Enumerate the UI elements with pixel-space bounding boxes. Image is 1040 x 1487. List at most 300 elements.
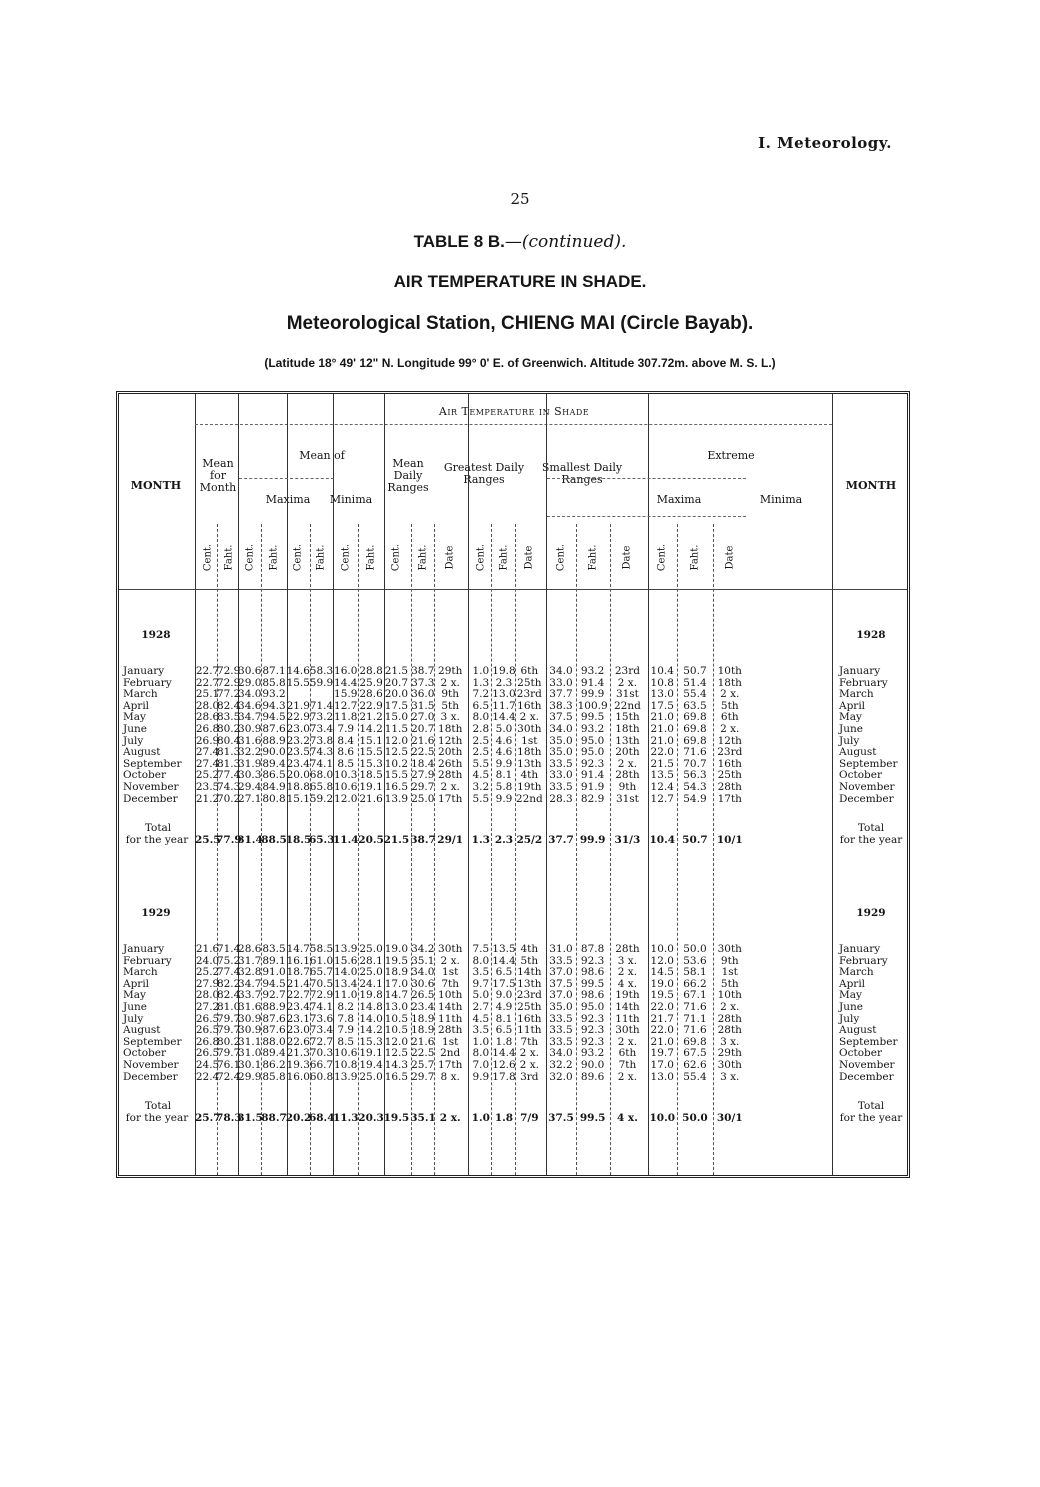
data-cell: 6.5 [495,1024,513,1037]
year-label-left: 1929 [141,907,171,919]
unit-header-faht: Faht. [587,544,599,571]
data-cell: 15.9 [334,688,358,701]
data-cell: 31.9 [238,757,262,770]
data-cell: 75.2 [216,954,241,967]
data-cell: 13.9 [334,1070,358,1083]
data-cell: 14.0 [334,966,358,979]
data-cell: 21.3 [286,1047,310,1060]
data-cell: 34.7 [238,711,262,724]
data-cell: 30.9 [238,1012,262,1025]
data-cell: 22nd [515,792,543,805]
data-cell: 23.4 [286,757,310,770]
minima-header: Minima [329,493,373,506]
data-cell: 13.0 [650,688,674,701]
data-cell: 62.6 [683,1059,707,1071]
data-cell: 31st [615,792,639,805]
data-cell: 23.1 [286,1012,310,1025]
data-cell: 7.2 [472,688,490,701]
data-cell: 86.2 [262,1059,286,1071]
mean-for-month-header: Mean for Month [199,457,237,494]
data-cell: 9.9 [495,792,513,805]
total-cell: 29/1 [437,834,464,847]
month-label-right: September [839,757,898,770]
total-cell: 50.7 [682,834,708,847]
data-cell: 4.6 [495,734,513,747]
data-cell: 27.9 [411,769,435,782]
data-cell: 12.0 [650,954,674,967]
data-cell: 13.9 [334,943,358,955]
data-cell: 14.8 [359,1001,383,1013]
data-cell: 22.7 [195,665,220,677]
data-cell: 33.0 [549,769,573,782]
total-cell: 10.4 [649,834,676,847]
data-cell: 2 x. [617,757,638,770]
data-cell: 17.0 [650,1059,674,1071]
data-cell: 23.0 [286,723,310,735]
data-cell: 27.0 [411,711,435,724]
data-cell: 14.3 [384,1059,409,1071]
data-cell: 33.5 [549,781,573,793]
month-header-left: MONTH [130,479,182,492]
data-cell: 4.5 [472,1012,490,1025]
data-cell: 8.5 [337,1035,355,1048]
month-label-right: June [839,1001,863,1013]
data-cell: 81.3 [216,757,241,770]
data-cell: 11th [438,1012,463,1025]
data-cell: 4th [520,769,539,782]
data-cell: 31.6 [238,734,262,747]
data-cell: 31.5 [411,699,435,712]
data-cell: 31.6 [238,1001,262,1013]
data-cell: 3 x. [617,954,638,967]
month-label-right: January [839,943,881,955]
data-cell: 93.2 [580,1047,605,1060]
data-cell: 87.1 [262,665,286,677]
data-cell: 30th [517,723,542,735]
month-label-left: November [123,781,179,793]
data-cell: 74.1 [309,1001,334,1013]
data-cell: 32.2 [549,1059,573,1071]
year-label-left: 1928 [141,629,171,641]
data-cell: 8.0 [472,711,490,724]
data-cell: 58.5 [309,943,334,955]
data-cell: 9th [441,688,460,701]
data-cell: 27.4 [195,757,220,770]
data-cell: 22.4 [195,1070,220,1083]
total-cell: 25.5 [195,834,221,847]
data-cell: 82.2 [216,977,241,990]
data-cell: 92.3 [580,757,605,770]
data-cell: 23.0 [286,1024,310,1037]
unit-header-cent: Cent. [244,543,256,572]
data-cell: 72.9 [216,676,241,689]
data-cell: 58.3 [309,665,334,677]
data-cell: 79.7 [216,1047,241,1060]
data-cell: 23.4 [411,1001,435,1013]
data-cell: 37.7 [549,688,573,701]
data-cell: 10.2 [384,757,409,770]
unit-header-date: Date [724,545,736,570]
data-cell: 19.3 [286,1059,310,1071]
data-cell: 4.9 [495,1001,513,1013]
smallest-daily-ranges-header: Smallest Daily Ranges [541,461,623,486]
data-cell: 69.8 [683,711,707,724]
data-cell: 34.0 [549,723,573,735]
station-heading: Meteorological Station, CHIENG MAI (Circle Bayab). [286,313,754,334]
total-cell: 19.5 [383,1112,410,1125]
data-cell: 91.4 [580,676,605,689]
month-label-right: December [839,1070,894,1083]
data-cell: 33.0 [549,676,573,689]
data-cell: 73.4 [309,1024,334,1037]
data-cell: 68.0 [309,769,334,782]
data-cell: 10.6 [334,781,358,793]
data-cell: 18th [615,723,640,735]
data-cell: 21.4 [286,977,310,990]
data-cell: 16.5 [384,1070,409,1083]
month-label-left: December [123,792,178,805]
total-cell: 25/2 [516,834,543,847]
data-cell: 21.6 [411,1035,435,1048]
data-cell: 2.3 [495,676,513,689]
data-cell: 35.1 [411,954,435,967]
data-cell: 22.7 [195,676,220,689]
data-cell: 10.6 [334,1047,358,1060]
data-cell: 17th [717,792,742,805]
data-cell: 21.0 [650,734,674,747]
total-cell: 35.1 [410,1112,436,1125]
month-label-left: July [123,734,144,747]
month-label-left: January [123,665,165,677]
total-cell: 31/3 [614,834,641,847]
data-cell: 3.2 [472,781,490,793]
data-cell: 19.1 [359,781,383,793]
total-cell: 50.0 [682,1112,708,1125]
data-cell: 17.5 [384,699,409,712]
month-label-left: February [123,954,172,967]
data-cell: 2 x. [440,676,460,689]
data-cell: 2nd [440,1047,461,1060]
data-cell: 14.2 [359,723,383,735]
total-cell: 21.5 [383,834,410,847]
data-cell: 12th [717,734,742,747]
header-sub-rule [547,478,745,479]
data-cell: 2 x. [617,1035,638,1048]
data-cell: 76.1 [216,1059,241,1071]
data-cell: 5th [520,954,539,967]
data-cell: 11.8 [334,711,358,724]
data-cell: 37.5 [549,977,573,990]
data-cell: 17.5 [650,699,674,712]
data-cell: 85.8 [262,1070,286,1083]
data-cell: 2 x. [720,1001,740,1013]
month-label-right: April [839,977,866,990]
data-cell: 8.0 [472,1047,490,1060]
data-cell: 12.7 [650,792,674,805]
data-cell: 16th [717,757,742,770]
section-label: I. Meteorology. [758,134,892,152]
data-cell: 82.9 [580,792,605,805]
total-cell: 77.9 [216,834,242,847]
month-label-left: January [123,943,165,955]
data-cell: 22.7 [286,989,310,1002]
data-cell: 3 x. [720,1035,740,1048]
data-cell: 74.3 [309,746,334,759]
data-cell: 19.0 [384,943,409,955]
data-cell: 8.6 [337,746,355,759]
total-cell: 1.8 [494,1112,514,1125]
data-cell: 17.5 [492,977,516,990]
data-cell: 2 x. [440,954,460,967]
data-cell: 80.2 [216,723,241,735]
total-cell: 38.7 [410,834,436,847]
data-cell: 33.5 [549,954,573,967]
data-cell: 2 x. [617,966,638,979]
unit-header-cent: Cent. [340,543,352,572]
data-cell: 29.4 [238,781,262,793]
data-cell: 28.8 [359,665,383,677]
data-cell: 21.5 [384,665,409,677]
data-cell: 19.8 [492,665,516,677]
table-title [0,232,1040,252]
data-cell: 56.3 [683,769,707,782]
data-cell: 95.0 [580,746,605,759]
month-label-right: December [839,792,894,805]
total-cell: 78.3 [216,1112,242,1125]
data-cell: 28th [717,1024,742,1037]
data-cell: 12.0 [334,792,358,805]
table-title-main: TABLE 8 B. [413,232,505,251]
data-cell: 93.2 [580,665,605,677]
data-cell: 21.7 [650,1012,674,1025]
data-cell: 34.6 [238,699,262,712]
total-cell: 18.5 [285,834,312,847]
data-cell: 28th [717,1012,742,1025]
total-cell: 2.3 [494,834,514,847]
data-cell: 22.0 [650,1001,674,1013]
data-cell: 77.4 [216,966,241,979]
data-cell: 30.9 [238,723,262,735]
data-cell: 71.4 [216,943,241,955]
data-cell: 7th [520,1035,539,1048]
unit-header-cent: Cent. [555,543,567,572]
data-cell: 24.5 [195,1059,220,1071]
data-cell: 100.9 [577,699,608,712]
month-label-right: May [839,711,862,724]
maxima-header: Maxima [265,493,311,506]
data-cell: 28th [615,943,640,955]
data-cell: 4.6 [495,746,513,759]
data-cell: 65.8 [309,781,334,793]
month-label-right: January [839,665,881,677]
extreme-maxima-header: Maxima [656,493,702,506]
data-cell: 27.4 [195,746,220,759]
total-label-left-2: for the year [125,1112,189,1125]
data-cell: 19th [517,781,542,793]
data-cell: 91.9 [580,781,605,793]
data-cell: 73.4 [309,723,334,735]
extreme-header: Extreme [707,449,755,462]
data-cell: 88.9 [262,1001,286,1013]
data-cell: 22.5 [411,1047,435,1060]
data-cell: 7.0 [472,1059,490,1071]
data-cell: 71.1 [683,1012,707,1025]
total-label-left-2: for the year [125,834,189,847]
data-cell: 14.4 [492,711,516,724]
data-cell: 23rd [717,746,743,759]
data-cell: 86.5 [262,769,286,782]
data-cell: 14.4 [334,676,358,689]
data-cell: 5th [720,977,739,990]
month-label-right: March [839,688,874,701]
unit-header-cent: Cent. [475,543,487,572]
data-cell: 15.3 [359,1035,383,1048]
unit-header-cent: Cent. [202,543,214,572]
total-cell: 37.5 [548,1112,574,1125]
data-cell: 8 x. [440,1070,460,1083]
table-subtitle: AIR TEMPERATURE IN SHADE. [393,272,647,291]
total-cell: 31.5 [237,1112,263,1125]
data-cell: 55.4 [683,1070,707,1083]
total-cell: 99.9 [579,834,606,847]
data-cell: 28th [615,769,640,782]
data-cell: 99.9 [580,688,605,701]
data-cell: 25.9 [359,676,383,689]
data-cell: 30th [615,1024,640,1037]
month-label-left: February [123,676,172,689]
month-label-right: August [839,1024,877,1037]
data-cell: 2.5 [472,734,490,747]
data-cell: 22.9 [286,711,310,724]
data-cell: 37.0 [549,989,573,1002]
data-cell: 29th [717,1047,742,1060]
data-cell: 72.9 [309,989,334,1002]
total-cell: 31.4 [237,834,263,847]
month-label-right: June [839,723,863,735]
data-cell: 12.0 [384,734,409,747]
data-cell: 14th [438,1001,463,1013]
data-cell: 71.6 [683,1024,707,1037]
data-cell: 20th [615,746,640,759]
data-cell: 2 x. [617,676,638,689]
data-cell: 82.4 [216,989,241,1002]
mean-of-header: Mean of [299,449,345,462]
data-cell: 20.7 [411,723,435,735]
data-cell: 25.0 [359,943,383,955]
unit-header-faht: Faht. [417,544,429,571]
data-cell: 73.8 [309,734,334,747]
data-cell: 2.7 [472,1001,490,1013]
month-label-left: April [123,977,150,990]
data-cell: 21.5 [650,757,674,770]
total-cell: 88.7 [261,1112,287,1125]
data-cell: 15.6 [334,954,358,967]
year-label-right: 1928 [856,629,886,641]
data-cell: 29th [438,665,463,677]
total-cell: 2 x. [439,1112,461,1125]
data-cell: 5.0 [495,723,513,735]
data-cell: 22.6 [286,1035,310,1048]
data-cell: 29.7 [411,1070,435,1083]
data-cell: 28.6 [195,711,220,724]
data-cell: 16.1 [286,954,310,967]
data-cell: 37.5 [549,711,573,724]
data-cell: 2.8 [472,723,490,735]
data-cell: 4.5 [472,769,490,782]
data-cell: 21.0 [650,1035,674,1048]
data-cell: 21.2 [195,792,220,805]
data-cell: 92.3 [580,1035,605,1048]
data-cell: 71.4 [309,699,334,712]
data-cell: 50.7 [683,665,707,677]
data-cell: 18.9 [384,966,409,979]
data-cell: 9.9 [495,757,513,770]
unit-header-cent: Cent. [292,543,304,572]
data-cell: 10th [438,989,463,1002]
data-cell: 89.6 [580,1070,605,1083]
unit-header-date: Date [523,545,535,570]
data-cell: 18th [438,723,463,735]
data-cell: 94.5 [262,711,286,724]
data-cell: 77.4 [216,769,241,782]
data-cell: 26.8 [195,723,220,735]
data-cell: 15th [615,711,640,724]
data-cell: 7.9 [337,723,355,735]
data-cell: 80.4 [216,734,241,747]
data-cell: 8.2 [337,1001,355,1013]
data-cell: 11th [517,1024,542,1037]
data-cell: 95.0 [580,734,605,747]
month-label-left: August [123,746,161,759]
data-cell: 2 x. [440,781,460,793]
data-cell: 10th [717,989,742,1002]
month-label-right: November [839,1059,895,1071]
data-cell: 29.9 [238,1070,262,1083]
data-cell: 5.8 [495,781,513,793]
data-cell: 26.5 [195,1012,220,1025]
data-cell: 66.7 [309,1059,334,1071]
data-cell: 34.0 [549,1047,573,1060]
data-cell: 92.3 [580,1012,605,1025]
data-cell: 67.5 [683,1047,707,1060]
total-label-right: Total [857,1100,885,1113]
data-cell: 99.5 [580,711,605,724]
header-sub-rule [547,516,745,517]
total-cell: 20.2 [285,1112,312,1125]
total-label-right: Total [857,822,885,835]
data-cell: 33.5 [549,1012,573,1025]
month-label-right: September [839,1035,898,1048]
data-cell: 35.0 [549,1001,573,1013]
data-cell: 13.0 [492,688,516,701]
data-cell: 2 x. [617,1070,638,1083]
data-cell: 89.1 [262,954,286,967]
data-cell: 90.0 [580,1059,605,1071]
data-cell: 11.5 [384,723,409,735]
month-label-right: March [839,966,874,979]
data-cell: 33.5 [549,1035,573,1048]
data-cell: 30.9 [238,1024,262,1037]
data-cell: 18.5 [359,769,383,782]
data-cell: 99.5 [580,977,605,990]
month-label-right: August [839,746,877,759]
border-right-inner [832,394,833,1175]
data-cell: 23.4 [286,1001,310,1013]
data-cell: 87.6 [262,1024,286,1037]
mean-daily-ranges-header: Mean Daily Ranges [387,457,429,494]
data-cell: 51.4 [683,676,707,689]
data-cell: 5.0 [472,989,490,1002]
